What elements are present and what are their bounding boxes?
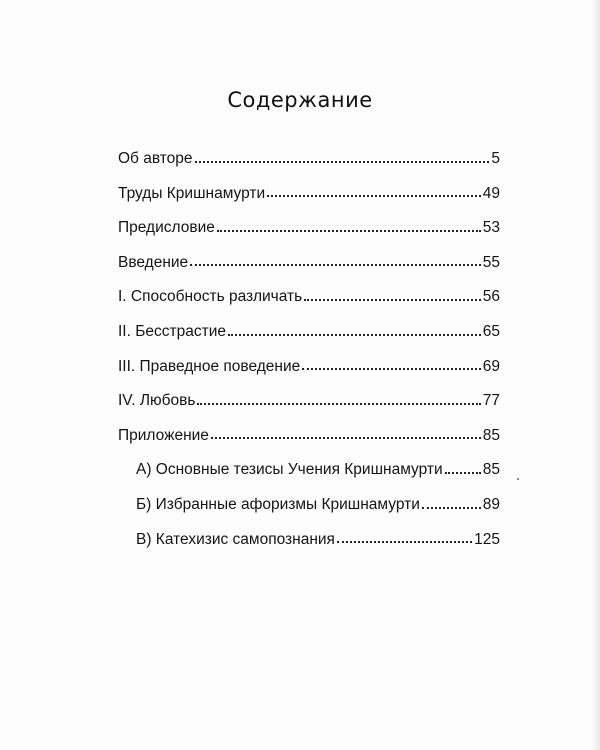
toc-entry-appendix-a bbox=[118, 453, 500, 488]
toc-entry-label: I. Способность различать bbox=[118, 288, 303, 306]
toc-entry-about-author bbox=[118, 142, 500, 177]
table-of-contents bbox=[118, 142, 500, 557]
toc-entry-page: 85 bbox=[482, 426, 500, 444]
contents-title: Содержание bbox=[227, 88, 373, 112]
toc-entry-chapter-2 bbox=[118, 315, 500, 350]
toc-entry-chapter-3 bbox=[118, 350, 500, 385]
toc-entry-label: Труды Кришнамурти bbox=[118, 184, 266, 202]
dot-leader bbox=[422, 507, 481, 509]
toc-entry-page: 53 bbox=[482, 219, 500, 237]
dot-leader bbox=[304, 299, 481, 301]
toc-entry-page: 125 bbox=[474, 530, 500, 548]
dot-leader bbox=[267, 195, 481, 197]
dot-leader bbox=[228, 334, 481, 336]
toc-entry-label: Предисловие bbox=[118, 219, 215, 237]
toc-entry-label: Приложение bbox=[118, 426, 209, 444]
toc-entry-page: 56 bbox=[482, 288, 500, 306]
toc-entry-preface bbox=[118, 211, 500, 246]
toc-entry-page: 65 bbox=[482, 322, 500, 340]
toc-entry-appendix bbox=[118, 419, 500, 454]
toc-entry-introduction bbox=[118, 246, 500, 281]
toc-entry-label: Б) Избранные афоризмы Кришнамурти bbox=[136, 495, 420, 513]
dot-leader bbox=[445, 472, 481, 474]
toc-entry-page: 49 bbox=[482, 184, 500, 202]
toc-entry-page: 77 bbox=[482, 392, 500, 410]
toc-entry-appendix-c bbox=[118, 523, 500, 558]
toc-entry-page: 5 bbox=[491, 150, 500, 167]
toc-entry-label: IV. Любовь bbox=[118, 392, 196, 410]
dot-leader bbox=[195, 161, 490, 163]
toc-entry-label: Об авторе bbox=[118, 150, 193, 167]
dot-leader bbox=[211, 437, 481, 439]
dot-leader bbox=[190, 264, 481, 266]
dot-leader bbox=[337, 541, 472, 543]
toc-entry-chapter-1 bbox=[118, 280, 500, 315]
toc-entry-works bbox=[118, 177, 500, 212]
toc-entry-page: 55 bbox=[482, 253, 500, 271]
toc-entry-page: 69 bbox=[482, 357, 500, 375]
toc-entry-label: II. Бесстрастие bbox=[118, 322, 226, 340]
dot-leader bbox=[217, 230, 481, 232]
toc-entry-label: В) Катехизис самопознания bbox=[136, 530, 335, 548]
page-edge-shadow bbox=[590, 0, 600, 750]
toc-entry-page: 89 bbox=[482, 495, 500, 513]
toc-entry-label: Введение bbox=[118, 253, 189, 271]
toc-entry-label: А) Основные тезисы Учения Кришнамурти bbox=[136, 461, 443, 479]
dot-leader bbox=[197, 403, 480, 405]
toc-entry-page: 85 bbox=[482, 461, 500, 479]
dot-leader bbox=[302, 368, 480, 370]
toc-entry-label: III. Праведное поведение bbox=[118, 357, 301, 375]
toc-entry-appendix-b bbox=[118, 488, 500, 523]
toc-entry-chapter-4 bbox=[118, 384, 500, 419]
print-speck bbox=[517, 478, 519, 480]
